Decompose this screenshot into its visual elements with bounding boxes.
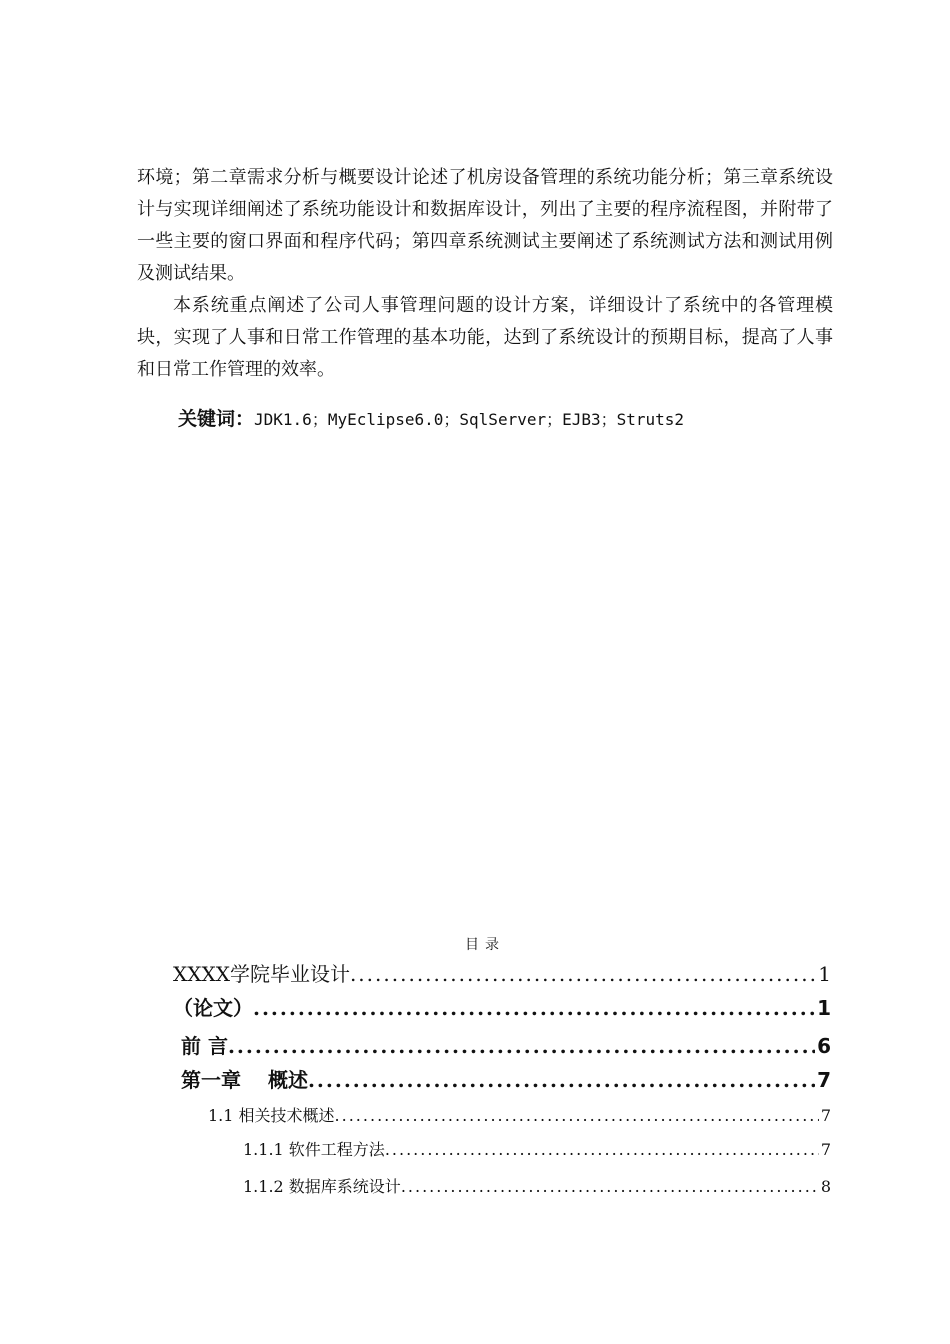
keywords-value: JDK1.6；MyEclipse6.0；SqlServer；EJB3；Struts2	[254, 410, 685, 429]
toc-leader-dots	[308, 1064, 815, 1096]
abstract-paragraph-2: 本系统重点阐述了公司人事管理问题的设计方案，详细设计了系统中的各管理模块，实现了人事和日常工作管理的基本功能，达到了系统设计的预期目标，提高了人事和日常工作管理的效率。	[137, 295, 833, 380]
toc-entry-page: 7	[817, 1068, 831, 1092]
toc-entry-text: 1.1.1 软件工程方法	[243, 1140, 385, 1159]
toc-entry-page: 1	[817, 996, 831, 1020]
toc-entry-1-1-1[interactable]	[243, 1134, 831, 1166]
toc-entry-page: 7	[820, 1140, 831, 1159]
toc-entry-text: 前 言	[181, 1034, 228, 1058]
keywords-label: 关键词：	[178, 408, 255, 430]
toc-leader-dots	[385, 1134, 819, 1166]
toc-entry-text: （论文）	[173, 996, 253, 1020]
toc-leader-dots	[253, 992, 815, 1024]
abstract-paragraph-1: 环境；第二章需求分析与概要设计论述了机房设备管理的系统功能分析；第三章系统设计与实现详细阐述了系统功能设计和数据库设计，列出了主要的程序流程图，并附带了一些主要的窗口界面和程序代码；第四章系统测试主要阐述了系统测试方法和测试用例及测试结果。	[137, 167, 833, 284]
toc-leader-dots	[335, 1100, 819, 1132]
toc-entry-thesis[interactable]	[173, 992, 831, 1024]
toc-entry-page: 1	[818, 962, 831, 986]
abstract-section	[137, 162, 833, 386]
toc-leader-dots	[401, 1171, 819, 1203]
toc-entry-1-1[interactable]	[208, 1100, 831, 1132]
toc-entry-text: 1.1.2 数据库系统设计	[243, 1177, 401, 1196]
toc-entry-page: 8	[820, 1177, 831, 1196]
toc-entry-text: 第一章 概述	[181, 1068, 308, 1092]
toc-entry-preface[interactable]	[181, 1030, 831, 1062]
keywords-line	[178, 405, 684, 434]
toc-entry-text: XXXX学院毕业设计	[173, 962, 350, 986]
toc-title: 目录	[465, 937, 505, 953]
toc-entry-page: 7	[820, 1106, 831, 1125]
toc-entry-text: 1.1 相关技术概述	[208, 1106, 335, 1125]
toc-entry-1-1-2[interactable]	[243, 1171, 831, 1203]
toc-entry-college-thesis[interactable]	[173, 958, 831, 990]
toc-leader-dots	[350, 958, 816, 990]
toc-leader-dots	[228, 1030, 815, 1062]
toc-entry-page: 6	[817, 1034, 831, 1058]
toc-entry-chapter-1[interactable]	[181, 1064, 831, 1096]
